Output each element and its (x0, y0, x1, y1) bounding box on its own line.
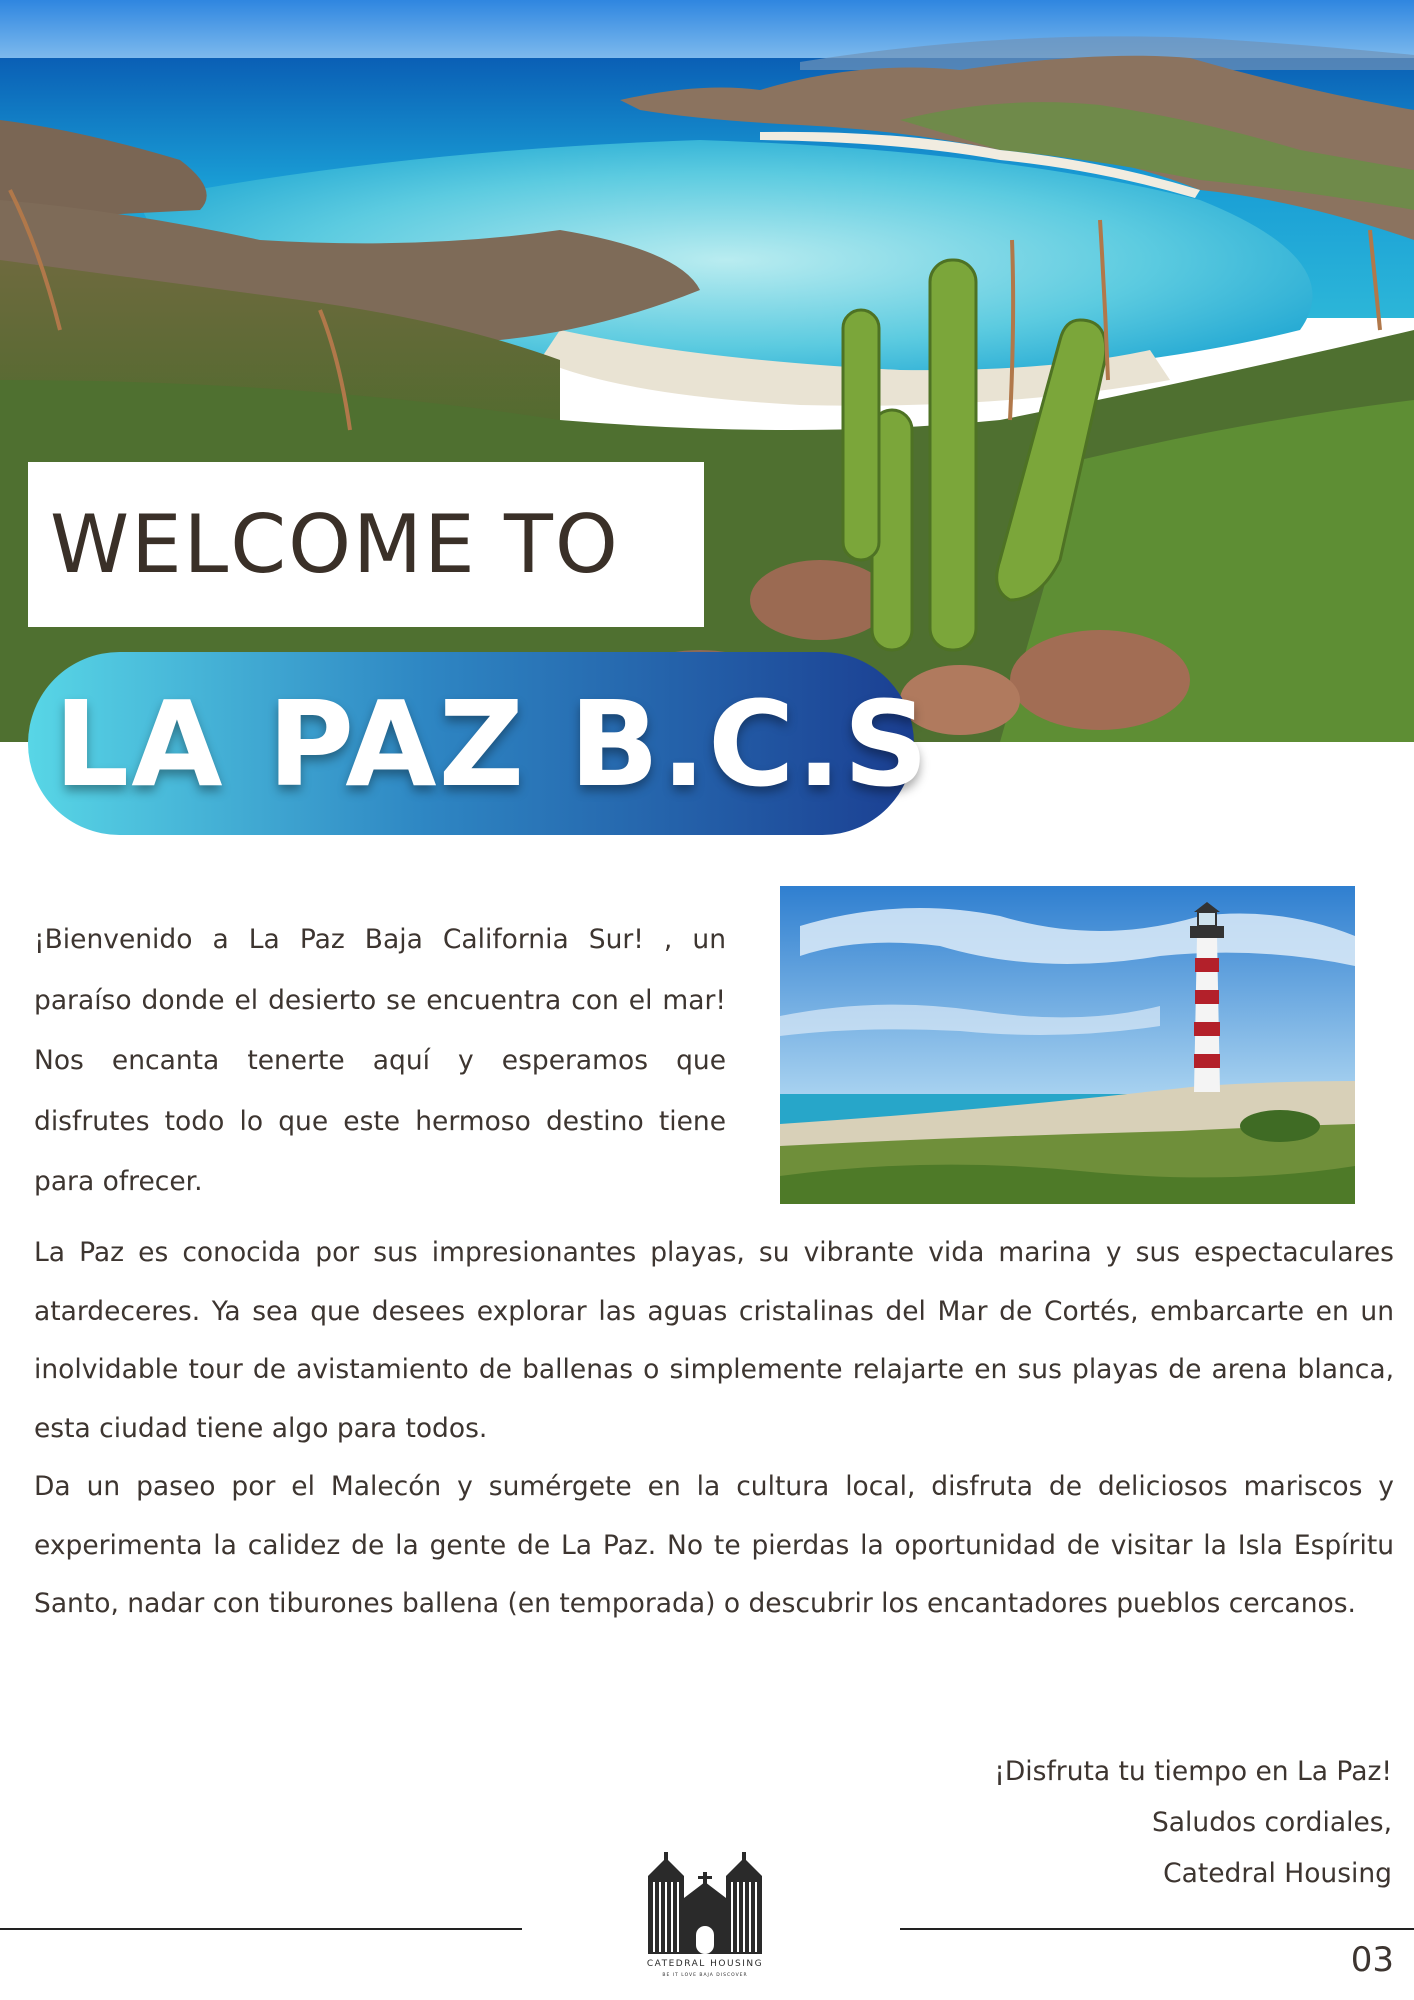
logo-tagline: BE IT LOVE BAJA DISCOVER (662, 1973, 748, 1978)
lighthouse-photo (780, 886, 1355, 1204)
welcome-heading: WELCOME TO (50, 497, 620, 591)
footer-rule-left (0, 1928, 522, 1930)
welcome-label-box (28, 462, 704, 627)
city-title-banner (28, 652, 931, 835)
body-paragraph-1: La Paz es conocida por sus impresionantes playas, su vibrante vida marina y sus espectaculares atardeceres. Ya sea que desees explorar las aguas cristalinas del Mar de Cortés, embarcarte en un inolvidable tour de avistamiento de ballenas o simplemente relajarte en sus playas de arena blanca, esta ciudad tiene algo para todos. (34, 1237, 1394, 1444)
closing-line-1: ¡Disfruta tu tiempo en La Paz! (994, 1756, 1392, 1787)
closing-line-2: Saludos cordiales, (1151, 1807, 1392, 1838)
footer-rule-right (900, 1928, 1414, 1930)
logo-name: CATEDRAL HOUSING (646, 1959, 764, 1969)
closing-signature (994, 1746, 1392, 1899)
catedral-housing-logo (630, 1852, 780, 1980)
body-text (34, 1224, 1394, 1634)
city-title: LA PAZ B.C.S (54, 674, 931, 813)
hero-image (0, 0, 1414, 742)
page-number: 03 (1350, 1940, 1394, 1980)
intro-paragraph: ¡Bienvenido a La Paz Baja California Sur! , un paraíso donde el desierto se encuentra con el mar! Nos encanta tenerte aquí y esperamos que disfrutes todo lo que este hermoso destino tiene para ofrecer. (34, 924, 726, 1197)
closing-line-3: Catedral Housing (1163, 1858, 1392, 1889)
body-paragraph-2: Da un paseo por el Malecón y sumérgete en la cultura local, disfruta de deliciosos mariscos y experimenta la calidez de la gente de La Paz. No te pierdas la oportunidad de visitar la Isla Espíritu Santo, nadar con tiburones ballena (en temporada) o descubrir los encantadores pueblos cercanos. (34, 1471, 1394, 1619)
